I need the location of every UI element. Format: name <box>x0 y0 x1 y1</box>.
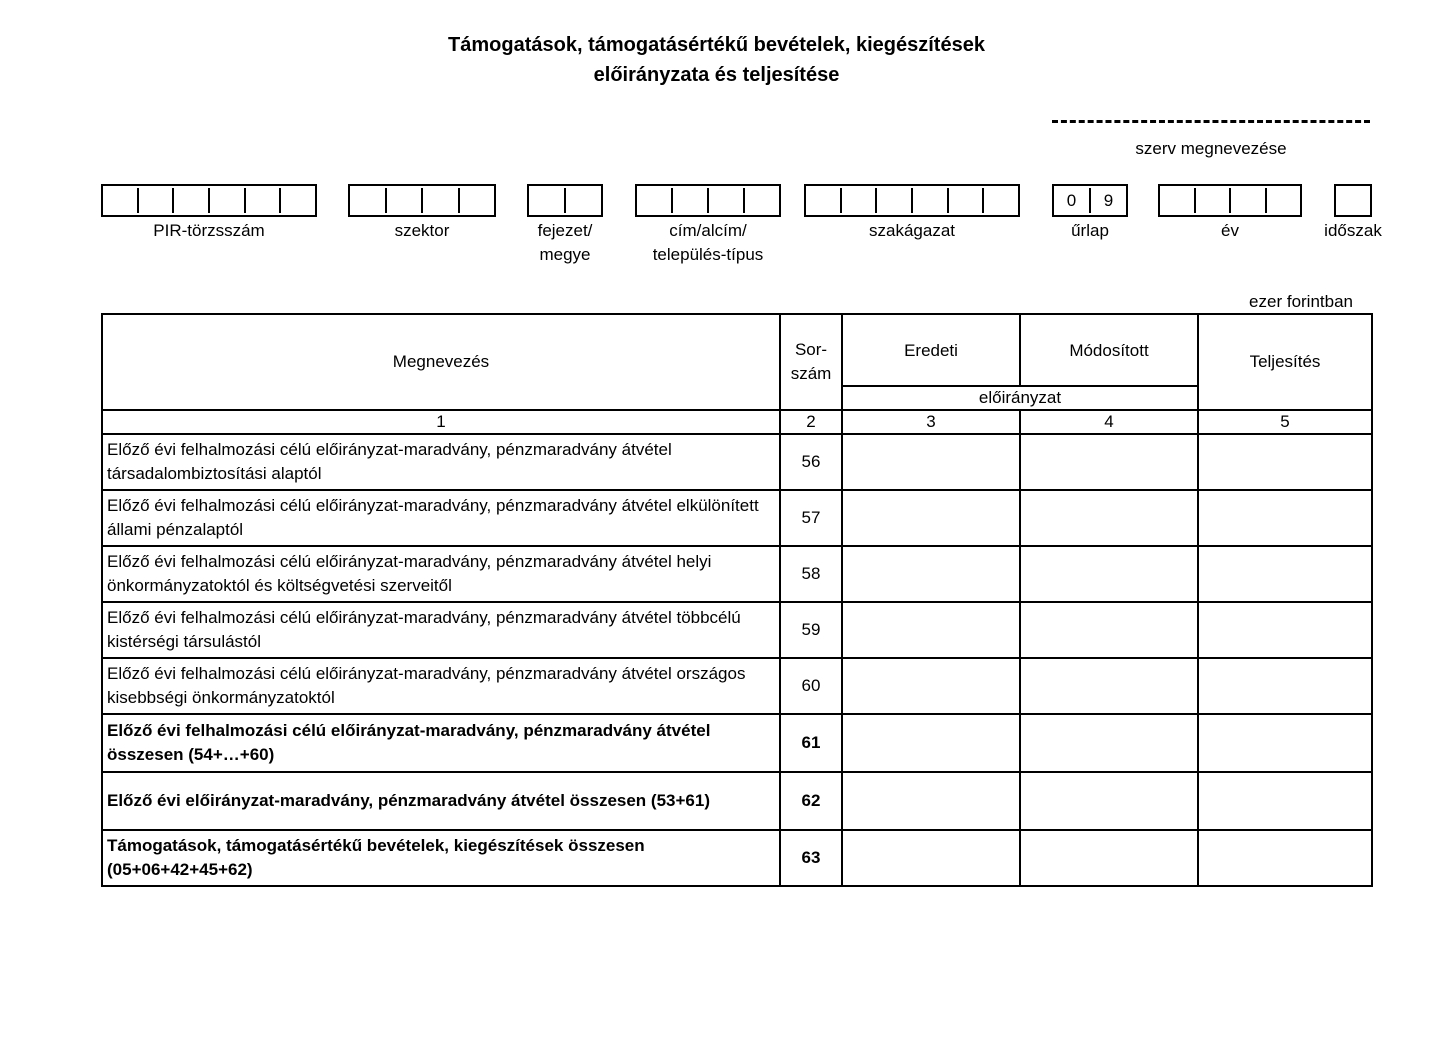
original-value-cell[interactable] <box>842 830 1020 886</box>
table-row <box>102 602 1372 658</box>
code-cell[interactable] <box>529 188 566 213</box>
code-cell[interactable] <box>1196 188 1232 213</box>
code-cell[interactable] <box>637 188 673 213</box>
code-box-label: űrlap <box>1071 221 1109 240</box>
original-value-cell[interactable] <box>842 714 1020 772</box>
code-cell[interactable] <box>1267 188 1301 213</box>
code-box-label: fejezet/ megye <box>537 221 593 264</box>
header-modified: Módosított <box>1020 314 1198 386</box>
column-number: 4 <box>1020 410 1198 434</box>
row-name: Előző évi felhalmozási célú előirányzat-maradvány, pénzmaradvány átvétel elkülönített állami pénzalaptól <box>102 490 780 546</box>
code-cell[interactable] <box>745 188 779 213</box>
code-box-3 <box>527 184 603 217</box>
code-cell[interactable]: 9 <box>1103 190 1114 210</box>
modified-value-cell[interactable] <box>1020 830 1198 886</box>
row-serial: 57 <box>780 490 842 546</box>
code-cell[interactable] <box>566 188 601 213</box>
code-cell[interactable]: 0 <box>1054 188 1091 213</box>
code-cell[interactable] <box>806 188 842 213</box>
org-name-label: szerv megnevezése <box>1135 139 1287 158</box>
row-serial: 62 <box>780 772 842 830</box>
row-name: Előző évi előirányzat-maradvány, pénzmaradvány átvétel összesen (53+61) <box>102 772 780 830</box>
column-number-row <box>102 410 1372 434</box>
code-cell[interactable] <box>281 188 315 213</box>
performance-value-cell[interactable] <box>1198 658 1372 714</box>
row-serial: 60 <box>780 658 842 714</box>
row-serial: 56 <box>780 434 842 490</box>
original-value-cell[interactable] <box>842 602 1020 658</box>
row-serial: 58 <box>780 546 842 602</box>
code-box-2 <box>348 184 496 217</box>
code-cell[interactable] <box>949 188 985 213</box>
code-box-5 <box>804 184 1020 217</box>
code-cell[interactable] <box>1336 188 1370 213</box>
code-box-label: év <box>1221 221 1239 240</box>
table-row <box>102 658 1372 714</box>
code-cell[interactable] <box>673 188 709 213</box>
performance-value-cell[interactable] <box>1198 490 1372 546</box>
modified-value-cell[interactable] <box>1020 490 1198 546</box>
code-cell[interactable] <box>877 188 913 213</box>
code-cell[interactable] <box>174 188 210 213</box>
code-box-8 <box>1334 184 1372 217</box>
code-cell[interactable] <box>913 188 949 213</box>
row-serial: 59 <box>780 602 842 658</box>
modified-value-cell[interactable] <box>1020 434 1198 490</box>
column-number: 2 <box>780 410 842 434</box>
performance-value-cell[interactable] <box>1198 434 1372 490</box>
header-performance: Teljesítés <box>1198 314 1372 410</box>
code-cell[interactable] <box>460 188 495 213</box>
code-box-6 <box>1052 184 1128 217</box>
code-cell[interactable] <box>1231 188 1267 213</box>
code-box-label: cím/alcím/ település-típus <box>652 221 764 264</box>
row-name: Előző évi felhalmozási célú előirányzat-maradvány, pénzmaradvány átvétel helyi önkormányzatoktól és költségvetési szerveitől <box>102 546 780 602</box>
table-row <box>102 772 1372 830</box>
column-number: 5 <box>1198 410 1372 434</box>
performance-value-cell[interactable] <box>1198 602 1372 658</box>
modified-value-cell[interactable] <box>1020 658 1198 714</box>
row-name: Előző évi felhalmozási célú előirányzat-maradvány, pénzmaradvány átvétel társadalombiztosítási alaptól <box>102 434 780 490</box>
code-cell[interactable] <box>709 188 745 213</box>
code-cell[interactable] <box>103 188 139 213</box>
row-name: Előző évi felhalmozási célú előirányzat-maradvány, pénzmaradvány átvétel országos kisebbségi önkormányzatoktól <box>102 658 780 714</box>
original-value-cell[interactable] <box>842 490 1020 546</box>
table-row <box>102 434 1372 490</box>
code-cell[interactable] <box>387 188 424 213</box>
performance-value-cell[interactable] <box>1198 714 1372 772</box>
modified-value-cell[interactable] <box>1020 546 1198 602</box>
row-serial: 63 <box>780 830 842 886</box>
row-serial: 61 <box>780 714 842 772</box>
original-value-cell[interactable] <box>842 658 1020 714</box>
page-title <box>0 30 1433 90</box>
row-name: Előző évi felhalmozási célú előirányzat-maradvány, pénzmaradvány átvétel többcélú kistérségi társulástól <box>102 602 780 658</box>
table-row <box>102 546 1372 602</box>
performance-value-cell[interactable] <box>1198 546 1372 602</box>
code-cell[interactable] <box>423 188 460 213</box>
header-original: Eredeti <box>842 314 1020 386</box>
header-name: Megnevezés <box>102 314 780 410</box>
original-value-cell[interactable] <box>842 772 1020 830</box>
table-row <box>102 714 1372 772</box>
code-box-7 <box>1158 184 1302 217</box>
code-cell[interactable] <box>210 188 246 213</box>
modified-value-cell[interactable] <box>1020 772 1198 830</box>
table-row <box>102 490 1372 546</box>
table-row <box>102 830 1372 886</box>
code-box-label: PIR-törzsszám <box>153 221 265 240</box>
code-cell[interactable] <box>246 188 282 213</box>
performance-value-cell[interactable] <box>1198 772 1372 830</box>
performance-value-cell[interactable] <box>1198 830 1372 886</box>
code-box-label: szakágazat <box>869 221 955 240</box>
org-name-line <box>1052 120 1370 123</box>
code-cell[interactable] <box>139 188 175 213</box>
header-serial: Sor- szám <box>780 314 842 410</box>
code-box-label: időszak <box>1324 221 1382 240</box>
row-name: Támogatások, támogatásértékű bevételek, kiegészítések összesen (05+06+42+45+62) <box>102 830 780 886</box>
title-line-2: előirányzata és teljesítése <box>593 64 840 86</box>
code-cell[interactable] <box>1160 188 1196 213</box>
header-appropriation: előirányzat <box>842 386 1198 410</box>
unit-label: ezer forintban <box>1249 292 1353 311</box>
code-box-4 <box>635 184 781 217</box>
code-box-1 <box>101 184 317 217</box>
code-cell[interactable] <box>842 188 878 213</box>
column-number: 3 <box>842 410 1020 434</box>
code-cell[interactable] <box>984 188 1018 213</box>
code-cell[interactable] <box>350 188 387 213</box>
original-value-cell[interactable] <box>842 434 1020 490</box>
original-value-cell[interactable] <box>842 546 1020 602</box>
row-name: Előző évi felhalmozási célú előirányzat-maradvány, pénzmaradvány átvétel összesen (54+…+60) <box>102 714 780 772</box>
data-table <box>101 313 1373 887</box>
modified-value-cell[interactable] <box>1020 714 1198 772</box>
column-number: 1 <box>102 410 780 434</box>
modified-value-cell[interactable] <box>1020 602 1198 658</box>
code-box-label: szektor <box>394 221 450 240</box>
title-line-1: Támogatások, támogatásértékű bevételek, kiegészítések <box>448 34 985 56</box>
